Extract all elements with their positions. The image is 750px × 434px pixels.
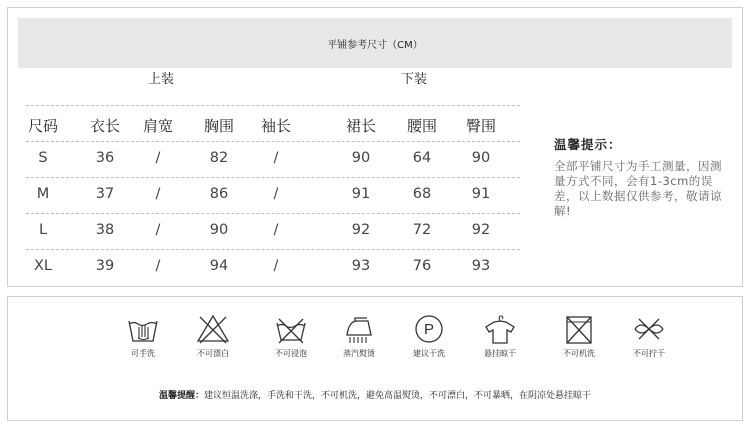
care-item-no-machine-wash: [544, 313, 614, 359]
no-bleach-icon: [195, 313, 231, 345]
size-table-cell: 36: [95, 150, 115, 166]
size-table-header: 腰围: [406, 117, 437, 135]
care-label: 悬挂晾干: [484, 349, 516, 358]
steam-iron-icon: [341, 313, 377, 345]
care-label: 不可漂白: [197, 349, 229, 358]
size-table-cell: 76: [412, 258, 432, 274]
top-garment-group-label: 上装: [148, 72, 175, 87]
care-label: 可手洗: [131, 349, 155, 358]
care-tip: [8, 388, 742, 401]
size-table-cell: 90: [209, 222, 229, 238]
size-table-cell: 92: [351, 222, 371, 238]
size-table-cell: /: [155, 258, 161, 274]
size-table-cell: S: [38, 150, 48, 166]
size-table-cell: 90: [351, 150, 371, 166]
hang-dry-icon: [482, 313, 518, 345]
no-machine-wash-icon: [561, 313, 597, 345]
size-table-cell: /: [273, 258, 279, 274]
size-table-cell: /: [155, 150, 161, 166]
size-table-cell: /: [155, 186, 161, 202]
care-label: 不可机洗: [563, 349, 595, 358]
dry-clean-letter: P: [423, 321, 435, 338]
size-table-cell: 39: [95, 258, 115, 274]
care-tip-title: 温馨提醒：: [158, 391, 204, 401]
care-item-no-bleach: [178, 313, 248, 359]
care-label: 不可拧干: [633, 349, 665, 358]
care-label: 建议干洗: [413, 349, 445, 358]
size-table-cell: XL: [33, 258, 52, 274]
size-table-cell: 68: [412, 186, 432, 202]
care-label: 蒸汽熨烫: [343, 349, 375, 358]
table-divider: [26, 177, 520, 178]
care-item-no-soak: [256, 313, 326, 359]
care-item-dry-clean: [394, 313, 464, 359]
size-table-cell: 38: [95, 222, 115, 238]
care-tip-body: 建议恒温洗涤，手洗和干洗，不可机洗，避免高温熨烫，不可漂白，不可暴晒，在阴凉处悬挂晾干: [204, 391, 592, 401]
size-table-cell: M: [36, 186, 50, 202]
size-table-cell: 86: [209, 186, 229, 202]
size-table-cell: 92: [471, 222, 491, 238]
size-table-cell: /: [273, 222, 279, 238]
size-table-cell: 72: [412, 222, 432, 238]
size-table-cell: 93: [471, 258, 491, 274]
size-table-cell: 37: [95, 186, 115, 202]
no-wring-icon: [631, 313, 667, 345]
care-item-hang-dry: [465, 313, 535, 359]
table-divider: [26, 141, 520, 142]
care-item-no-wring: [614, 313, 684, 359]
size-table-cell: 90: [471, 150, 491, 166]
size-table-cell: /: [273, 150, 279, 166]
no-soak-icon: [273, 313, 309, 345]
size-table-header: 臀围: [465, 117, 496, 135]
table-divider: [26, 249, 520, 250]
size-table-cell: L: [38, 222, 48, 238]
table-divider: [26, 213, 520, 214]
size-table-cell: 91: [471, 186, 491, 202]
care-label: 不可浸泡: [275, 349, 307, 358]
care-item-steam-iron: [324, 313, 394, 359]
notice-body: 全部平铺尺寸为手工测量，因测量方式不同，会有1-3cm的误差，以上数据仅供参考，敬请谅解!: [554, 159, 722, 218]
table-divider: [26, 105, 520, 106]
size-table-header: 袖长: [260, 117, 291, 135]
size-table-cell: 91: [351, 186, 371, 202]
notice-title: 温馨提示：: [554, 137, 622, 152]
size-table-cell: /: [155, 222, 161, 238]
dry-clean-icon: [411, 313, 447, 345]
care-instructions-panel: [7, 296, 743, 421]
size-chart-title: 平铺参考尺寸（CM）: [18, 18, 732, 68]
size-table-header: 衣长: [89, 117, 120, 135]
size-table-header: 胸围: [203, 117, 234, 135]
hand-wash-icon: [125, 313, 161, 345]
measurement-notice: [554, 135, 734, 219]
size-chart-panel: [7, 7, 743, 287]
size-table-cell: 93: [351, 258, 371, 274]
bottom-garment-group-label: 下装: [401, 72, 428, 87]
size-table-header: 肩宽: [142, 117, 173, 135]
care-item-hand-wash: [108, 313, 178, 359]
size-table-cell: 94: [209, 258, 229, 274]
size-table-cell: 82: [209, 150, 229, 166]
size-table-header: 尺码: [27, 117, 58, 135]
size-table-cell: 64: [412, 150, 432, 166]
size-table-header: 裙长: [345, 117, 376, 135]
size-table-cell: /: [273, 186, 279, 202]
